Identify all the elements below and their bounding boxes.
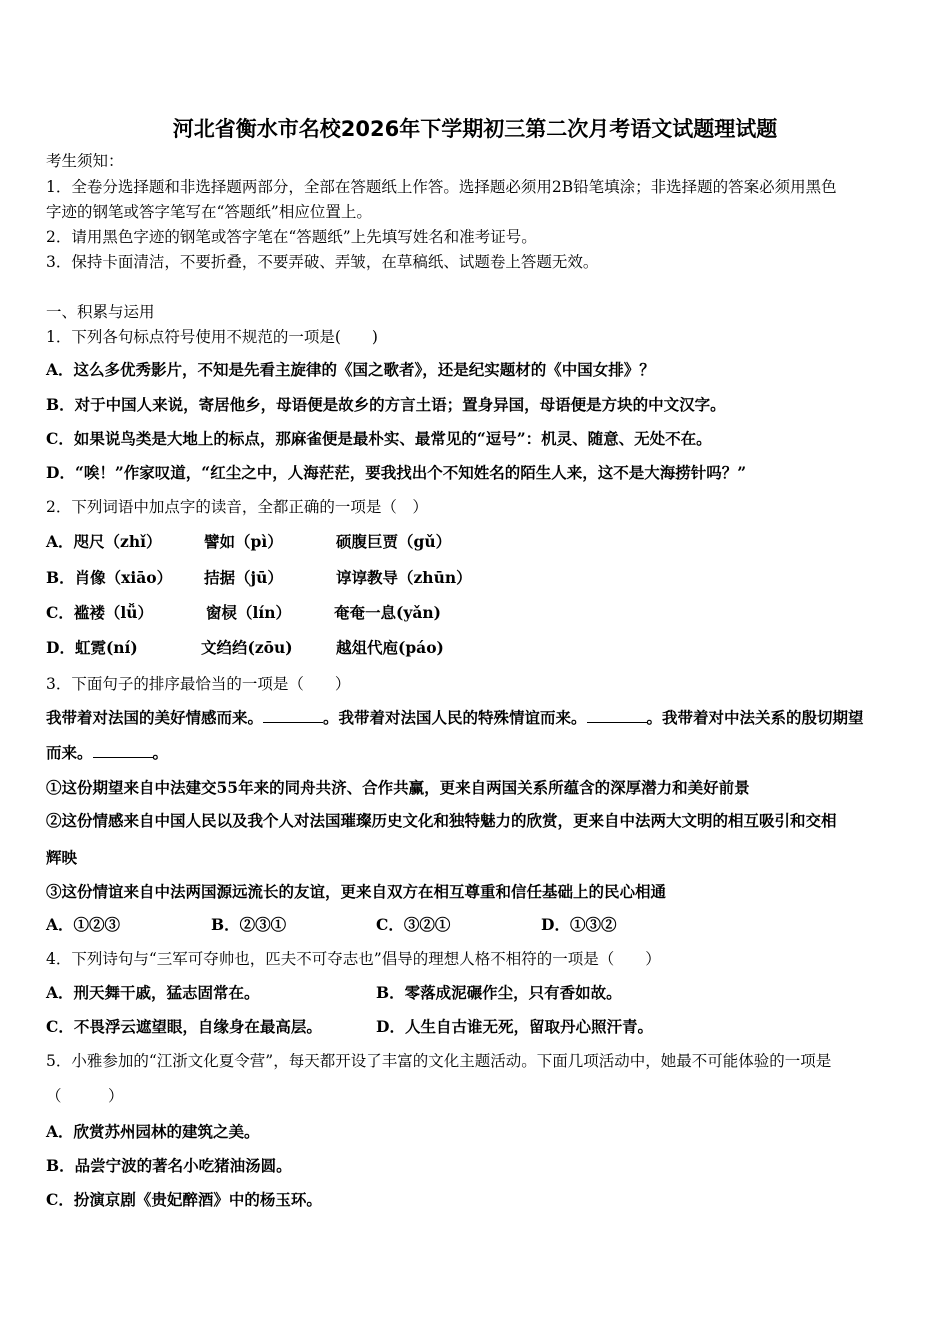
question-2-stem: 2．下列词语中加点字的读音，全都正确的一项是（ ） (46, 498, 428, 516)
question-3-passage (46, 708, 864, 728)
notice-item: 2．请用黑色字迹的钢笔或答字笔在“答题纸”上先填写姓名和准考证号。 (46, 228, 537, 246)
option: D．①③② (541, 915, 617, 934)
question-5-paren: （ ） (46, 1087, 124, 1105)
option-cell: 窗棂（lín） (206, 603, 292, 622)
passage-text: 。 (152, 743, 169, 762)
sentence-1: ①这份期望来自中法建交55年来的同舟共济、合作共赢，更来自两国关系所蕴含的深厚潜力和美好前景 (46, 778, 750, 797)
question-1-option: D．“唉！”作家叹道，“红尘之中，人海茫茫，要我找出个不知姓名的陌生人来，这不是大海捞针吗？” (46, 463, 747, 482)
sentence-3: ③这份情谊来自中法两国源远流长的友谊，更来自双方在相互尊重和信任基础上的民心相通 (46, 882, 667, 901)
question-5-stem: 5．小雅参加的“江浙文化夏令营”，每天都开设了丰富的文化主题活动。下面几项活动中，她最不可能体验的一项是 (46, 1052, 832, 1070)
question-3-stem: 3．下面句子的排序最恰当的一项是（ ） (46, 675, 351, 693)
notice-item: 字迹的钢笔或答字笔写在“答题纸”相应位置上。 (46, 203, 372, 221)
option: A．刑天舞干戚，猛志固常在。 (46, 983, 260, 1002)
passage-text: 。我带着对法国人民的特殊情谊而来。 (323, 708, 587, 727)
question-5-option: C．扮演京剧《贵妃醉酒》中的杨玉环。 (46, 1190, 322, 1209)
question-3-passage (46, 743, 168, 763)
notice-item: 3．保持卡面清洁，不要折叠，不要弄破、弄皱，在草稿纸、试题卷上答题无效。 (46, 253, 599, 271)
question-4-stem: 4．下列诗句与“三军可夺帅也，匹夫不可夺志也”倡导的理想人格不相符的一项是（ ） (46, 950, 661, 968)
page-title: 河北省衡水市名校2026年下学期初三第二次月考语文试题理试题 (172, 117, 778, 141)
option-cell: B．肖像（xiāo） (46, 568, 173, 587)
notice-heading: 考生须知： (46, 152, 124, 170)
blank (93, 743, 153, 758)
option: A．①②③ (46, 915, 121, 934)
option-cell: 谆谆教导（zhūn） (336, 568, 472, 587)
question-5-option: A．欣赏苏州园林的建筑之美。 (46, 1122, 260, 1141)
sentence-2: ②这份情感来自中国人民以及我个人对法国璀璨历史文化和独特魅力的欣赏，更来自中法两大文明的相互吸引和交相 (46, 811, 837, 830)
option-cell: A．咫尺（zhǐ） (46, 532, 162, 551)
question-1-option: A．这么多优秀影片，不知是先看主旋律的《国之歌者》，还是纪实题材的《中国女排》？ (46, 360, 655, 379)
blank (263, 708, 323, 723)
passage-text: 。我带着对中法关系的殷切期望 (646, 708, 864, 727)
option-cell: D．虹霓(ní) (46, 638, 138, 657)
option: B．零落成泥碾作尘，只有香如故。 (376, 983, 622, 1002)
option-cell: 文绉绉(zōu) (201, 638, 293, 657)
option-cell: 拮据（jū） (204, 568, 283, 587)
passage-text: 而来。 (46, 743, 93, 762)
option: C．③②① (376, 915, 451, 934)
option-cell: 硕腹巨贾（gǔ） (336, 532, 452, 551)
option-cell: C．褴褛（lǚ） (46, 603, 153, 622)
option-cell: 奄奄一息(yǎn) (334, 603, 441, 622)
option-cell: 越俎代庖(páo) (336, 638, 444, 657)
passage-text: 我带着对法国的美好情感而来。 (46, 708, 264, 727)
blank (587, 708, 647, 723)
option: B．②③① (211, 915, 287, 934)
option: D．人生自古谁无死，留取丹心照汗青。 (376, 1017, 653, 1036)
question-1-option: B．对于中国人来说，寄居他乡，母语便是故乡的方言土语；置身异国，母语便是方块的中文汉字。 (46, 395, 726, 414)
question-5-option: B．品尝宁波的著名小吃猪油汤圆。 (46, 1156, 292, 1175)
section-heading: 一、积累与运用 (46, 303, 155, 321)
sentence-2-cont: 辉映 (46, 848, 78, 867)
question-1-option: C．如果说鸟类是大地上的标点，那麻雀便是最朴实、最常见的“逗号”：机灵、随意、无处不在。 (46, 429, 712, 448)
option-cell: 譬如（pì） (204, 532, 283, 551)
option: C．不畏浮云遮望眼，自缘身在最高层。 (46, 1017, 322, 1036)
notice-item: 1．全卷分选择题和非选择题两部分，全部在答题纸上作答。选择题必须用2B铅笔填涂；非选择题的答案必须用黑色 (46, 178, 837, 196)
question-1-stem: 1．下列各句标点符号使用不规范的一项是( ) (46, 328, 378, 346)
